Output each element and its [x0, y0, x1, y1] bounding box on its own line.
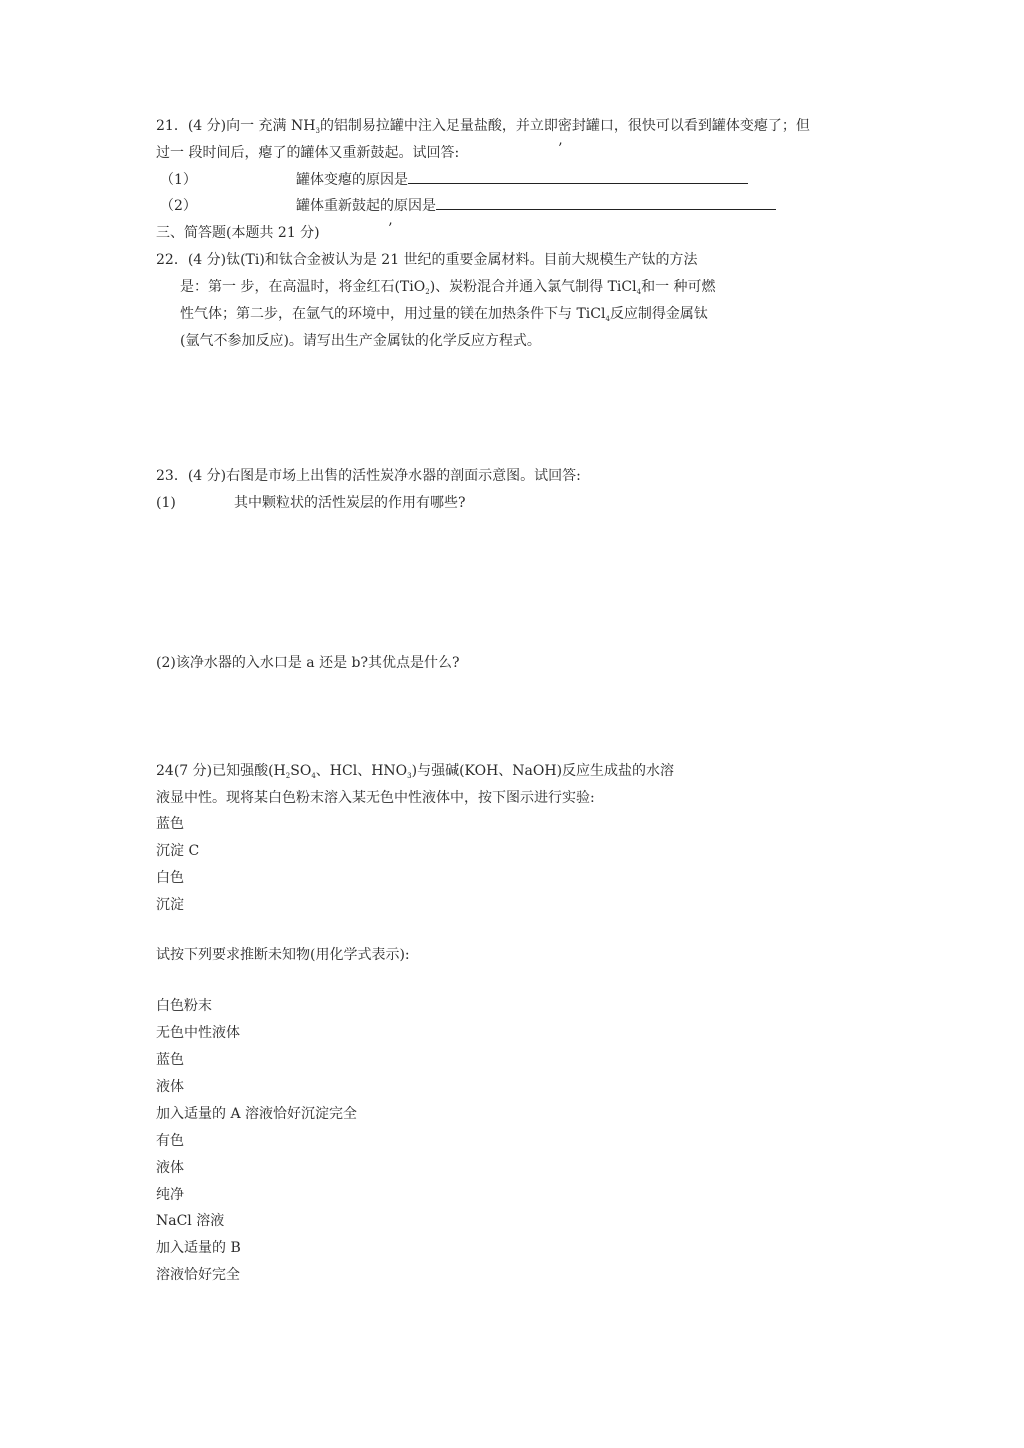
q21-mark: ’: [558, 141, 563, 157]
section3-mark: ’: [388, 221, 393, 237]
q21-part1-prompt: 罐体变瘪的原因是: [296, 171, 748, 189]
q21-part2-prompt: 罐体重新鼓起的原因是: [296, 197, 776, 215]
q23-part2-text: (2)该净水器的入水口是 a 还是 b?其优点是什么?: [156, 655, 460, 671]
diagram-label: 溶液恰好完全: [156, 1267, 240, 1283]
diagram-label: 蓝色: [156, 816, 184, 832]
q21-line-1: 21．(4 分)向一 充满 $NH_3$的铝制易拉罐中注入足量盐酸，并立即密封罐口，很快可以看到罐体变瘪了；但: [156, 118, 810, 135]
q21-part1-number: （1）: [160, 172, 197, 188]
diagram-label: 白色粉末: [156, 998, 212, 1014]
diagram-label: 有色: [156, 1133, 184, 1149]
diagram-label: 液体: [156, 1079, 184, 1095]
q21-line-2: 过一 段时间后，瘪了的罐体又重新鼓起。试回答:: [156, 145, 460, 161]
q23-part1-text: 其中颗粒状的活性炭层的作用有哪些?: [234, 495, 466, 511]
diagram-label: 纯净: [156, 1187, 184, 1203]
q24-line-2: 液显中性。现将某白色粉末溶入某无色中性液体中，按下图示进行实验:: [156, 790, 595, 806]
q22-line-4: (氩气不参加反应)。请写出生产金属钛的化学反应方程式。: [180, 333, 541, 349]
diagram-label: 液体: [156, 1160, 184, 1176]
diagram-label: NaCl 溶液: [156, 1213, 225, 1229]
q23-part1-number: (1): [156, 495, 176, 511]
diagram-label: 沉淀: [156, 897, 184, 913]
diagram-label: 加入适量的 B: [156, 1240, 241, 1256]
diagram-label: 加入适量的 A 溶液恰好沉淀完全: [156, 1106, 358, 1122]
q22-line-3: 性气体；第二步，在氩气的环境中，用过量的镁在加热条件下与 TiCl$_4$反应制得金属钛: [180, 306, 708, 323]
q23-line-1: 23．(4 分)右图是市场上出售的活性炭净水器的剖面示意图。试回答:: [156, 468, 581, 484]
diagram-label: 蓝色: [156, 1052, 184, 1068]
q24-line-1: 24(7 分)已知强酸($H_2SO_4$、HCl、$HNO_3$)与强碱(KOH、NaOH)反应生成盐的水溶: [156, 763, 675, 780]
q21-part2-answer-blank[interactable]: [436, 197, 776, 210]
diagram-label: 沉淀 C: [156, 843, 200, 859]
q22-line-1: 22．(4 分)钛(Ti)和钛合金被认为是 21 世纪的重要金属材料。目前大规模生产钛的方法: [156, 252, 698, 268]
section3-title: 三、简答题(本题共 21 分): [156, 225, 320, 241]
q21-part1-answer-blank[interactable]: [408, 171, 748, 184]
diagram-label: 无色中性液体: [156, 1025, 240, 1041]
q22-line-2: 是：第一 步，在高温时，将金红石(TiO$_2$)、炭粉混合并通入氯气制得 TiCl$_4$和一 种可燃: [180, 279, 716, 296]
q24-instruction: 试按下列要求推断未知物(用化学式表示):: [156, 947, 410, 963]
q21-part2-number: （2）: [160, 198, 197, 214]
diagram-label: 白色: [156, 870, 184, 886]
